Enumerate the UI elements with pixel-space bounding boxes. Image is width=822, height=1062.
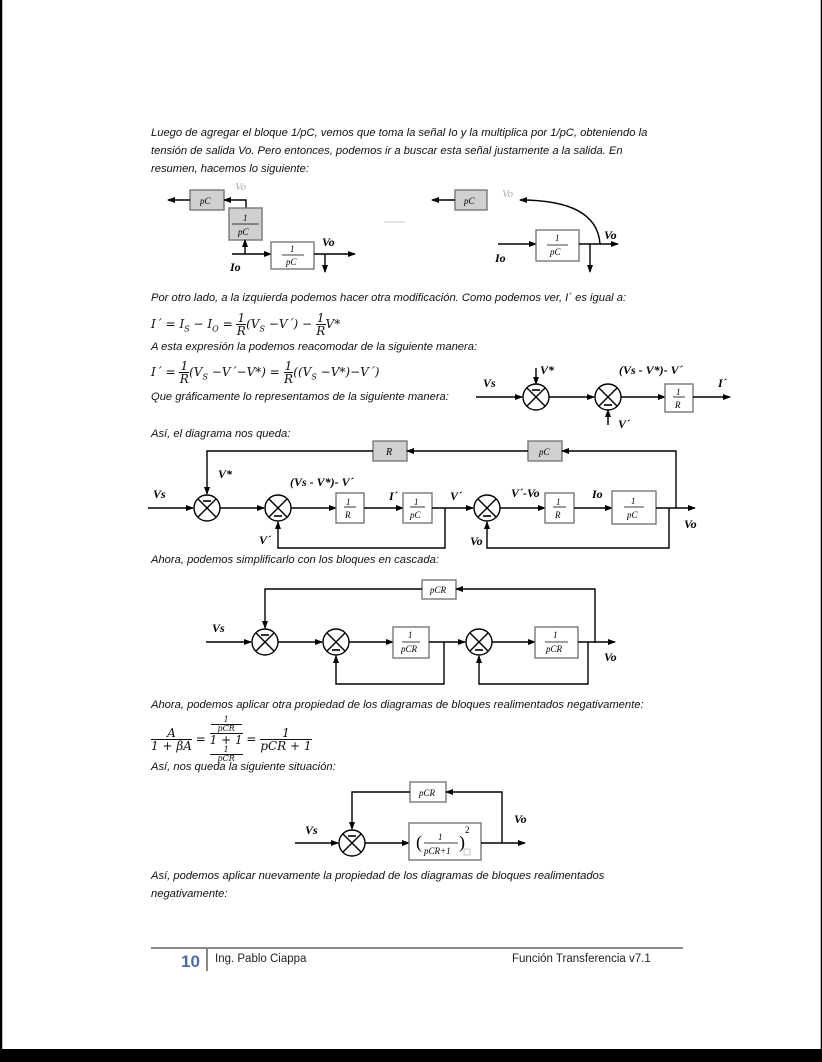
label-r: R	[555, 510, 561, 520]
label-one: 1	[676, 387, 681, 397]
label-vs: Vs	[153, 487, 166, 501]
equation-1: I´ = $I_S - I_O$ = $\frac{1}{R}$ ($V_S$ −V´) − $\frac{1}{R}$ V*	[151, 311, 341, 338]
paragraph: Así, el diagrama nos queda:	[151, 428, 291, 440]
paragraph: Así, nos queda la siguiente situación:	[151, 761, 336, 773]
label-expression: (Vs - V*)- V´	[619, 363, 683, 377]
label-one: 1	[414, 497, 419, 507]
label-expression: (Vs - V*)- V´	[290, 475, 354, 489]
label-r: R	[386, 447, 393, 458]
label-pcr: pCR	[419, 788, 436, 798]
label-vprime: V´	[618, 417, 630, 431]
label-pc: pC	[200, 196, 211, 206]
label-io: Io	[495, 251, 506, 265]
label-pc: pC	[627, 510, 638, 520]
equation-3: $\frac{A}{1 + \beta A}$ = 1 pCR 1 + 1 1 pCR = $\frac{1}{\text{pCR + 1}}$	[151, 715, 312, 763]
paren-left: (	[416, 832, 422, 852]
label-iprime: I´	[718, 376, 727, 390]
paragraph: Por otro lado, a la izquierda podemos hacer otra modificación. Como podemos ver, I´ es igual a:	[151, 292, 627, 304]
diagram-2	[432, 190, 618, 272]
label-pc: pC	[539, 447, 550, 457]
footer-doc-title: Función Transferencia v7.1	[512, 953, 651, 965]
label-vo: Vo	[322, 235, 335, 249]
diagram-4	[148, 441, 695, 548]
label-pc: pC	[410, 510, 421, 520]
label-r: R	[675, 400, 681, 410]
label-one: 1	[553, 630, 558, 640]
label-vstar: V*	[540, 363, 555, 377]
label-vo-gray: Vo	[235, 181, 246, 193]
paragraph: Que gráficamente lo representamos de la siguiente manera:	[151, 391, 449, 403]
label-pcr: pCR	[430, 585, 447, 595]
label-pc: pC	[286, 257, 297, 267]
equation-2: I´ = $\frac{1}{R}$ ($V_S$ −V´−V*) = $\frac{1}{R}$ (($V_S$ −V*)−V´)	[151, 359, 380, 386]
label-vo: Vo	[514, 812, 527, 826]
label-vprime-fb: V´	[259, 533, 271, 547]
paragraph-line: tensión de salida Vo. Pero entonces, podemos ir a buscar esta señal justamente a la salida. En	[151, 145, 623, 157]
label-vs: Vs	[212, 621, 225, 635]
label-vprime-minus-vo: V´-Vo	[511, 486, 540, 500]
label-vo: Vo	[684, 517, 697, 531]
label-one: 1	[243, 213, 248, 223]
paragraph-line: resumen, hacemos lo siguiente:	[151, 163, 309, 175]
label-one: 1	[555, 233, 560, 243]
label-pcr: pCR	[546, 644, 563, 654]
label-vo: Vo	[604, 650, 617, 664]
label-pc: pC	[238, 227, 249, 237]
label-vo: Vo	[604, 228, 617, 242]
label-den: pCR+1	[424, 846, 451, 856]
label-iprime: I´	[389, 489, 398, 503]
paragraph: Ahora, podemos aplicar otra propiedad de los diagramas de bloques realimentados negativamente:	[151, 699, 644, 711]
label-one: 1	[290, 244, 295, 254]
label-one: 1	[556, 497, 561, 507]
label-pc: pC	[550, 247, 561, 257]
label-r: R	[345, 510, 351, 520]
diagram-6	[295, 782, 525, 860]
label-one: 1	[408, 630, 413, 640]
label-pcr: pCR	[401, 644, 418, 654]
paragraph: A esta expresión la podemos reacomodar de la siguiente manera:	[151, 341, 478, 353]
label-one: 1	[438, 832, 443, 842]
label-vs: Vs	[483, 376, 496, 390]
label-vo-fb: Vo	[470, 534, 483, 548]
label-one: 1	[346, 497, 351, 507]
label-vo-gray: Vo	[502, 188, 513, 200]
label-exponent: 2	[465, 825, 470, 835]
footer-author: Ing. Pablo Ciappa	[215, 953, 307, 965]
label-vs: Vs	[305, 823, 318, 837]
paragraph-line: negativamente:	[151, 888, 228, 900]
label-one: 1	[631, 496, 636, 506]
paragraph-line: Luego de agregar el bloque 1/pC, vemos que toma la señal Io y la multiplica por 1/pC, obteniendo la	[151, 127, 648, 139]
page-number: 10	[181, 952, 200, 971]
label-vstar: V*	[218, 467, 233, 481]
paragraph: Ahora, podemos simplificarlo con los bloques en cascada:	[151, 554, 439, 566]
label-io: Io	[230, 260, 241, 274]
label-pc: pC	[464, 196, 475, 206]
diagram-3	[476, 368, 730, 425]
label-vprime: V´	[450, 489, 462, 503]
label-io: Io	[592, 487, 603, 501]
paragraph-line: Así, podemos aplicar nuevamente la propiedad de los diagramas de bloques realimentados	[151, 870, 605, 882]
paren-right: )	[459, 832, 465, 852]
